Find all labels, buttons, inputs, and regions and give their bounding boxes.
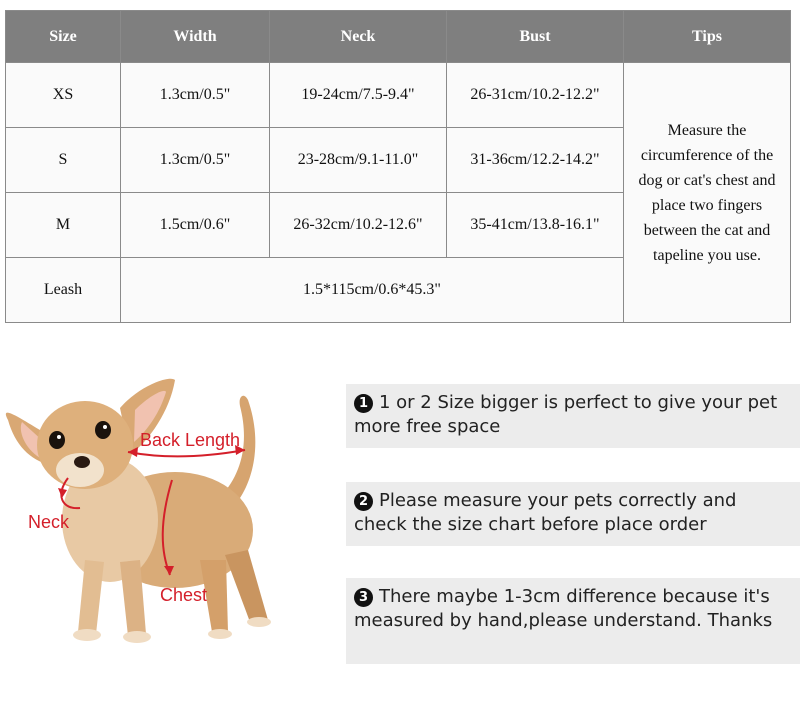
note-text: There maybe 1-3cm difference because it's measured by hand,please understand. Thanks [354, 586, 773, 631]
dog-front-leg [78, 560, 104, 634]
bust-cell: 35-41cm/13.8-16.1" [447, 193, 624, 258]
note-text: Please measure your pets correctly and check the size chart before place order [354, 490, 737, 535]
header-tips: Tips [624, 11, 791, 63]
dog-paw [208, 629, 232, 639]
eye-highlight [103, 425, 107, 429]
neck-cell: 19-24cm/7.5-9.4" [270, 63, 447, 128]
dog-paw [73, 629, 101, 641]
note-3 [346, 578, 800, 664]
tips-cell: Measure the circumference of the dog or cat's chest and place two fingers between the cat and tapeline you use. [624, 63, 791, 323]
back-length-label: Back Length [140, 430, 241, 450]
bust-cell: 31-36cm/12.2-14.2" [447, 128, 624, 193]
note-2 [346, 482, 800, 546]
note-text: 1 or 2 Size bigger is perfect to give your pet more free space [354, 392, 778, 437]
eye-highlight [57, 435, 61, 439]
dog-hind-leg [225, 550, 268, 622]
dog-measurement-figure [0, 370, 300, 660]
width-cell: 1.3cm/0.5" [121, 63, 270, 128]
bust-cell: 26-31cm/10.2-12.2" [447, 63, 624, 128]
table-row [6, 63, 791, 128]
width-cell: 1.3cm/0.5" [121, 128, 270, 193]
size-cell: S [6, 128, 121, 193]
note-1 [346, 384, 800, 448]
dog-nose [74, 456, 90, 468]
neck-cell: 23-28cm/9.1-11.0" [270, 128, 447, 193]
neck-label: Neck [28, 512, 70, 532]
note-number-badge: 3 [354, 588, 373, 607]
chest-label: Chest [160, 585, 208, 605]
dog-paw [123, 631, 151, 643]
header-neck: Neck [270, 11, 447, 63]
dog-paw [247, 617, 271, 627]
size-cell: M [6, 193, 121, 258]
dog-eye [49, 431, 65, 449]
size-cell: XS [6, 63, 121, 128]
note-number-badge: 2 [354, 492, 373, 511]
width-cell: 1.5cm/0.6" [121, 193, 270, 258]
dog-eye [95, 421, 111, 439]
header-width: Width [121, 11, 270, 63]
header-size: Size [6, 11, 121, 63]
leash-label-cell: Leash [6, 258, 121, 323]
header-bust: Bust [447, 11, 624, 63]
neck-cell: 26-32cm/10.2-12.6" [270, 193, 447, 258]
size-chart-table [5, 10, 791, 323]
table-header-row [6, 11, 791, 63]
leash-value-cell: 1.5*115cm/0.6*45.3" [121, 258, 624, 323]
note-number-badge: 1 [354, 394, 373, 413]
